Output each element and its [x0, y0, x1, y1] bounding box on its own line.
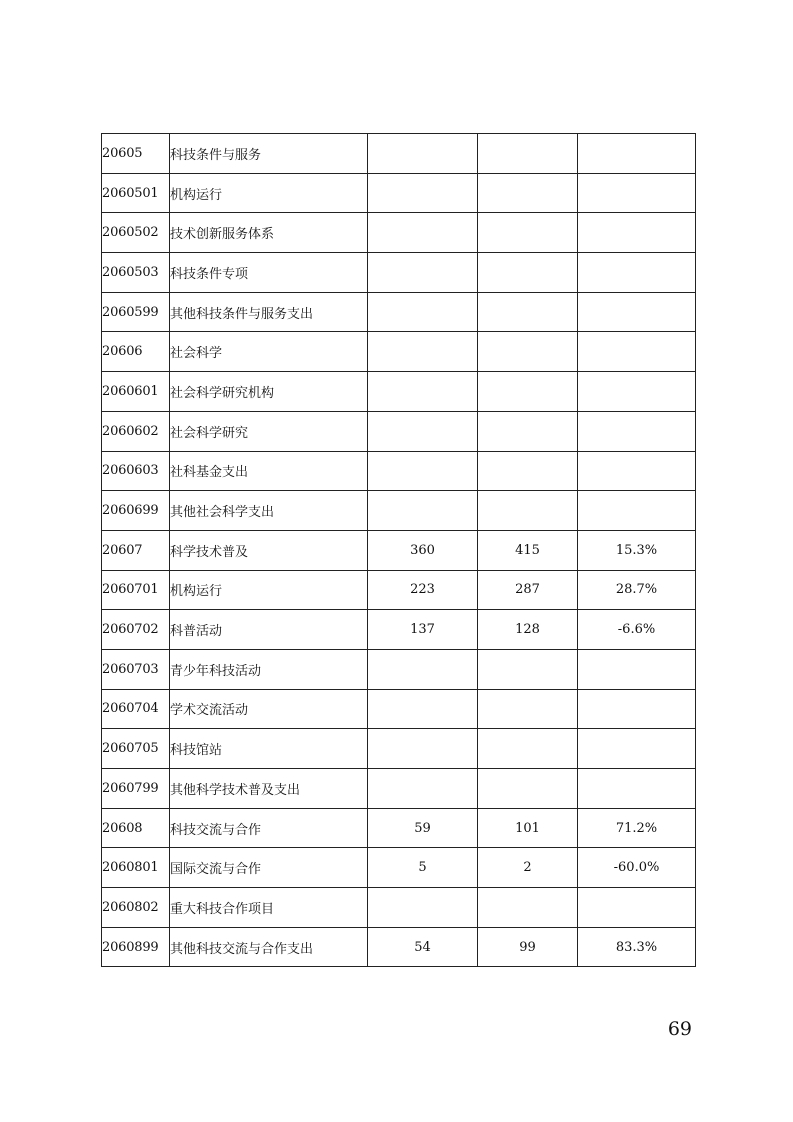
row-code-cell: 2060701: [102, 570, 170, 610]
row-value-cell-2: 99: [478, 927, 578, 967]
row-value-cell-2: [478, 173, 578, 213]
budget-table-body: [102, 134, 696, 967]
table-row: [102, 253, 696, 293]
table-row: [102, 570, 696, 610]
row-value-cell-2: [478, 411, 578, 451]
row-value-cell-2: [478, 134, 578, 174]
table-row: [102, 689, 696, 729]
row-change-cell: [578, 173, 696, 213]
row-value-cell-2: 101: [478, 808, 578, 848]
table-row: [102, 134, 696, 174]
row-value-cell-2: [478, 491, 578, 531]
row-code-cell: 2060702: [102, 610, 170, 650]
table-row: [102, 173, 696, 213]
row-name-cell: 技术创新服务体系: [170, 213, 368, 253]
row-change-cell: [578, 213, 696, 253]
row-name-cell: 机构运行: [170, 570, 368, 610]
row-name-cell: 青少年科技活动: [170, 649, 368, 689]
row-code-cell: 2060602: [102, 411, 170, 451]
row-code-cell: 2060899: [102, 927, 170, 967]
row-name-cell: 科技条件与服务: [170, 134, 368, 174]
row-name-cell: 其他社会科学支出: [170, 491, 368, 531]
table-row: [102, 610, 696, 650]
row-code-cell: 2060601: [102, 372, 170, 412]
row-value-cell-1: [368, 769, 478, 809]
row-change-cell: [578, 649, 696, 689]
row-value-cell-2: [478, 213, 578, 253]
row-code-cell: 2060501: [102, 173, 170, 213]
row-name-cell: 学术交流活动: [170, 689, 368, 729]
row-change-cell: [578, 689, 696, 729]
table-row: [102, 808, 696, 848]
table-row: [102, 372, 696, 412]
row-name-cell: 社科基金支出: [170, 451, 368, 491]
row-value-cell-2: [478, 332, 578, 372]
row-code-cell: 2060503: [102, 253, 170, 293]
table-row: [102, 292, 696, 332]
row-value-cell-1: [368, 372, 478, 412]
row-value-cell-2: 287: [478, 570, 578, 610]
row-value-cell-1: 137: [368, 610, 478, 650]
row-value-cell-2: [478, 689, 578, 729]
row-change-cell: [578, 411, 696, 451]
row-change-cell: [578, 451, 696, 491]
row-value-cell-1: [368, 888, 478, 928]
row-change-cell: [578, 292, 696, 332]
row-value-cell-1: 54: [368, 927, 478, 967]
table-row: [102, 927, 696, 967]
row-value-cell-1: [368, 134, 478, 174]
row-change-cell: 83.3%: [578, 927, 696, 967]
row-code-cell: 2060502: [102, 213, 170, 253]
table-row: [102, 213, 696, 253]
row-value-cell-2: [478, 729, 578, 769]
row-value-cell-2: [478, 451, 578, 491]
row-code-cell: 20607: [102, 530, 170, 570]
row-value-cell-1: [368, 411, 478, 451]
row-name-cell: 其他科技条件与服务支出: [170, 292, 368, 332]
row-name-cell: 科技条件专项: [170, 253, 368, 293]
row-change-cell: -60.0%: [578, 848, 696, 888]
row-change-cell: 28.7%: [578, 570, 696, 610]
table-row: [102, 530, 696, 570]
row-value-cell-1: [368, 689, 478, 729]
row-change-cell: [578, 372, 696, 412]
table-row: [102, 491, 696, 531]
row-code-cell: 2060699: [102, 491, 170, 531]
row-code-cell: 2060799: [102, 769, 170, 809]
row-value-cell-1: [368, 292, 478, 332]
row-change-cell: [578, 769, 696, 809]
row-value-cell-1: [368, 213, 478, 253]
row-value-cell-2: [478, 888, 578, 928]
row-name-cell: 社会科学研究: [170, 411, 368, 451]
table-row: [102, 411, 696, 451]
row-name-cell: 其他科学技术普及支出: [170, 769, 368, 809]
row-value-cell-1: [368, 491, 478, 531]
row-value-cell-2: 2: [478, 848, 578, 888]
row-value-cell-1: 360: [368, 530, 478, 570]
row-name-cell: 科普活动: [170, 610, 368, 650]
row-name-cell: 机构运行: [170, 173, 368, 213]
page-number: 69: [667, 1018, 692, 1040]
row-code-cell: 2060704: [102, 689, 170, 729]
row-value-cell-1: [368, 729, 478, 769]
row-code-cell: 2060603: [102, 451, 170, 491]
row-value-cell-1: 223: [368, 570, 478, 610]
row-change-cell: [578, 134, 696, 174]
row-value-cell-1: 5: [368, 848, 478, 888]
budget-table: [101, 133, 696, 967]
row-code-cell: 20605: [102, 134, 170, 174]
row-value-cell-2: [478, 649, 578, 689]
row-value-cell-2: 128: [478, 610, 578, 650]
row-change-cell: 71.2%: [578, 808, 696, 848]
row-value-cell-2: [478, 292, 578, 332]
row-name-cell: 科技交流与合作: [170, 808, 368, 848]
row-code-cell: 2060802: [102, 888, 170, 928]
row-change-cell: [578, 729, 696, 769]
row-change-cell: [578, 888, 696, 928]
row-value-cell-2: 415: [478, 530, 578, 570]
row-name-cell: 其他科技交流与合作支出: [170, 927, 368, 967]
table-row: [102, 729, 696, 769]
row-value-cell-1: [368, 253, 478, 293]
row-value-cell-1: [368, 332, 478, 372]
row-value-cell-2: [478, 253, 578, 293]
table-row: [102, 848, 696, 888]
row-code-cell: 2060703: [102, 649, 170, 689]
row-name-cell: 科学技术普及: [170, 530, 368, 570]
row-code-cell: 2060801: [102, 848, 170, 888]
row-change-cell: [578, 491, 696, 531]
row-change-cell: -6.6%: [578, 610, 696, 650]
table-row: [102, 649, 696, 689]
row-name-cell: 重大科技合作项目: [170, 888, 368, 928]
row-value-cell-2: [478, 769, 578, 809]
row-name-cell: 社会科学: [170, 332, 368, 372]
row-code-cell: 20606: [102, 332, 170, 372]
table-row: [102, 888, 696, 928]
row-change-cell: 15.3%: [578, 530, 696, 570]
table-row: [102, 769, 696, 809]
row-code-cell: 20608: [102, 808, 170, 848]
row-name-cell: 社会科学研究机构: [170, 372, 368, 412]
row-change-cell: [578, 253, 696, 293]
row-code-cell: 2060705: [102, 729, 170, 769]
table-row: [102, 332, 696, 372]
row-name-cell: 国际交流与合作: [170, 848, 368, 888]
row-value-cell-1: 59: [368, 808, 478, 848]
row-value-cell-1: [368, 649, 478, 689]
table-row: [102, 451, 696, 491]
row-name-cell: 科技馆站: [170, 729, 368, 769]
row-change-cell: [578, 332, 696, 372]
row-value-cell-1: [368, 451, 478, 491]
row-code-cell: 2060599: [102, 292, 170, 332]
row-value-cell-1: [368, 173, 478, 213]
row-value-cell-2: [478, 372, 578, 412]
